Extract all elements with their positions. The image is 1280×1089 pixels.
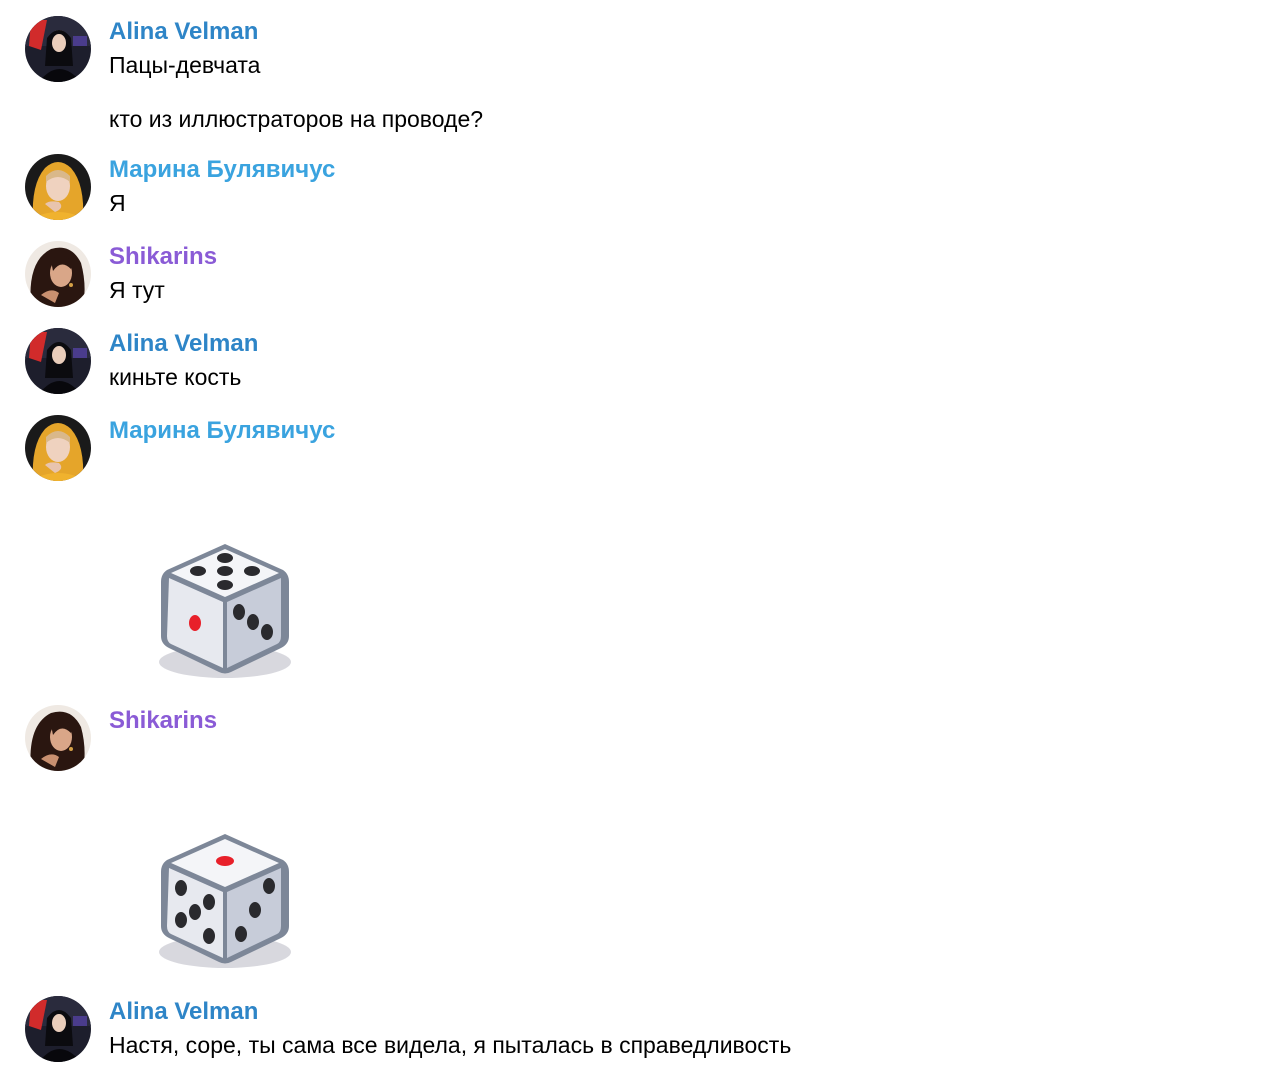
sender-name[interactable]: Марина Булявичус [109, 417, 336, 444]
avatar-image [25, 16, 91, 82]
message-text: кто из иллюстраторов на проводе? [109, 106, 484, 132]
avatar-alina-velman[interactable] [25, 996, 91, 1062]
dice-sticker[interactable] [155, 830, 295, 970]
sender-name[interactable]: Alina Velman [109, 330, 259, 357]
dice-icon [155, 830, 295, 970]
avatar-image [25, 154, 91, 220]
sender-name[interactable]: Shikarins [109, 243, 218, 270]
message-text: Я [109, 190, 126, 216]
avatar-image [25, 996, 91, 1062]
sender-name[interactable]: Alina Velman [109, 18, 259, 45]
avatar-shikarins[interactable] [25, 705, 91, 771]
sender-name[interactable]: Alina Velman [109, 998, 259, 1025]
avatar-shikarins[interactable] [25, 241, 91, 307]
avatar-marina-bulyavichus[interactable] [25, 415, 91, 481]
dice-sticker[interactable] [155, 540, 295, 680]
avatar-image [25, 415, 91, 481]
avatar-image [25, 241, 91, 307]
avatar-alina-velman[interactable] [25, 328, 91, 394]
avatar-image [25, 705, 91, 771]
message-text: Я тут [109, 277, 165, 303]
avatar-image [25, 328, 91, 394]
message-text: Пацы-девчата [109, 52, 261, 78]
sender-name[interactable]: Марина Булявичус [109, 156, 336, 183]
avatar-marina-bulyavichus[interactable] [25, 154, 91, 220]
message-text: киньте кость [109, 364, 242, 390]
message-text: Настя, соре, ты сама все видела, я пыталась в справедливость [109, 1032, 792, 1058]
dice-icon [155, 540, 295, 680]
sender-name[interactable]: Shikarins [109, 707, 218, 734]
avatar-alina-velman[interactable] [25, 16, 91, 82]
